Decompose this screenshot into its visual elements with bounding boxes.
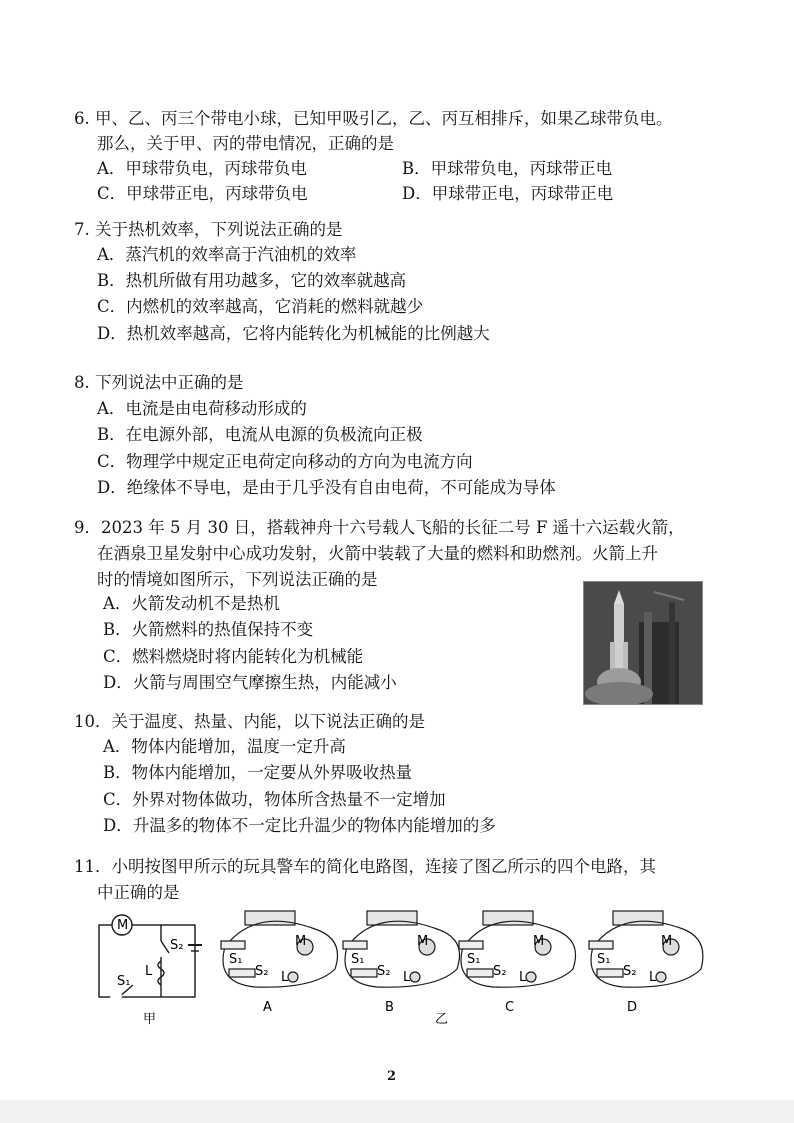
circuit-a-s2-label: S₂: [255, 964, 269, 979]
circuit-a-lamp-label: L: [281, 970, 289, 985]
question-8-line-1: 8. 下列说法中正确的是: [74, 373, 244, 392]
circuit-d-motor-label: M: [661, 934, 673, 949]
schematic-motor-label: M: [117, 918, 129, 933]
question-10-option-a: A．物体内能增加，温度一定升高: [103, 737, 346, 756]
question-9-option-c: C．燃料燃烧时将内能转化为机械能: [103, 647, 364, 666]
circuit-b-label: B: [385, 1000, 394, 1015]
question-11-line-2: 中正确的是: [97, 883, 180, 902]
schematic-s1-label: S₁: [117, 974, 131, 989]
circuit-a-motor-label: M: [295, 934, 307, 949]
question-7-line-1: 7. 关于热机效率，下列说法正确的是: [74, 220, 343, 239]
question-8-option-a: A．电流是由电荷移动形成的: [97, 399, 307, 418]
circuit-c-label: C: [505, 1000, 515, 1015]
question-6-option-c: C．甲球带正电，丙球带负电: [97, 184, 308, 203]
circuit-d-label: D: [627, 1000, 638, 1015]
question-6-line-2: 那么，关于甲、丙的带电情况，正确的是: [97, 134, 394, 153]
question-6-line-1: 6. 甲、乙、丙三个带电小球，已知甲吸引乙，乙、丙互相排斥，如果乙球带负电。: [74, 109, 673, 128]
circuit-b: [343, 911, 460, 987]
page-number: 2: [387, 1069, 397, 1084]
circuit-c-s1-label: S₁: [467, 952, 481, 967]
rocket-illustration: [584, 582, 702, 704]
circuit-figure: [95, 905, 715, 1030]
question-10-line-1: 10．关于温度、热量、内能，以下说法正确的是: [74, 712, 425, 731]
question-9-option-d: D．火箭与周围空气摩擦生热，内能减小: [103, 673, 397, 692]
circuit-a-label: A: [263, 1000, 272, 1015]
question-6-option-d: D．甲球带正电，丙球带正电: [402, 184, 614, 203]
question-6-option-a: A．甲球带负电，丙球带负电: [97, 159, 307, 178]
question-10-option-d: D．升温多的物体不一定比升温少的物体内能增加的多: [103, 816, 496, 835]
circuit-d-s1-label: S₁: [597, 952, 611, 967]
circuit-c-s2-label: S₂: [493, 964, 507, 979]
question-11-line-1: 11．小明按图甲所示的玩具警车的简化电路图，连接了图乙所示的四个电路，其: [74, 857, 656, 876]
circuit-diagrams: [95, 905, 715, 1030]
circuit-d-lamp-label: L: [649, 970, 657, 985]
circuit-d-s2-label: S₂: [623, 964, 637, 979]
circuit-a-s1-label: S₁: [229, 952, 243, 967]
question-9-line-3: 时的情境如图所示，下列说法正确的是: [97, 570, 378, 589]
circuit-b-s2-label: S₂: [377, 964, 391, 979]
circuit-c: [459, 911, 576, 987]
schematic-lamp-label: L: [145, 964, 153, 979]
question-9-option-b: B．火箭燃料的热值保持不变: [103, 620, 314, 639]
question-10-option-c: C．外界对物体做功，物体所含热量不一定增加: [103, 790, 446, 809]
question-7-option-d: D．热机效率越高，它将内能转化为机械能的比例越大: [97, 324, 490, 343]
rocket-launch-photo: [583, 581, 703, 705]
schematic-s2-label: S₂: [170, 938, 184, 953]
circuit-a: [221, 911, 338, 987]
question-9-line-1: 9．2023 年 5 月 30 日，搭载神舟十六号载人飞船的长征二号 F 遥十六运载火箭，: [74, 518, 685, 537]
circuit-b-s1-label: S₁: [351, 952, 365, 967]
question-7-option-c: C．内燃机的效率越高，它消耗的燃料就越少: [97, 297, 424, 316]
question-6-option-b: B．甲球带负电，丙球带正电: [402, 159, 613, 178]
question-10-option-b: B．物体内能增加，一定要从外界吸收热量: [103, 763, 413, 782]
footer-band: [0, 1100, 794, 1123]
circuit-c-lamp-label: L: [519, 970, 527, 985]
question-7-option-a: A．蒸汽机的效率高于汽油机的效率: [97, 245, 357, 264]
circuit-group-caption: 乙: [435, 1012, 449, 1027]
schematic-jia: [99, 915, 202, 1001]
circuit-b-lamp-label: L: [403, 970, 411, 985]
question-8-option-d: D．绝缘体不导电，是由于几乎没有自由电荷，不可能成为导体: [97, 478, 556, 497]
question-7-option-b: B．热机所做有用功越多，它的效率就越高: [97, 271, 407, 290]
question-9-line-2: 在酒泉卫星发射中心成功发射，火箭中装载了大量的燃料和助燃剂。火箭上升: [97, 544, 658, 563]
circuit-c-motor-label: M: [533, 934, 545, 949]
question-8-option-b: B．在电源外部，电流从电源的负极流向正极: [97, 425, 423, 444]
question-8-option-c: C．物理学中规定正电荷定向移动的方向为电流方向: [97, 452, 473, 471]
circuit-d: [589, 911, 703, 987]
question-9-option-a: A．火箭发动机不是热机: [103, 594, 280, 613]
schematic-caption: 甲: [143, 1012, 157, 1027]
circuit-b-motor-label: M: [417, 934, 429, 949]
